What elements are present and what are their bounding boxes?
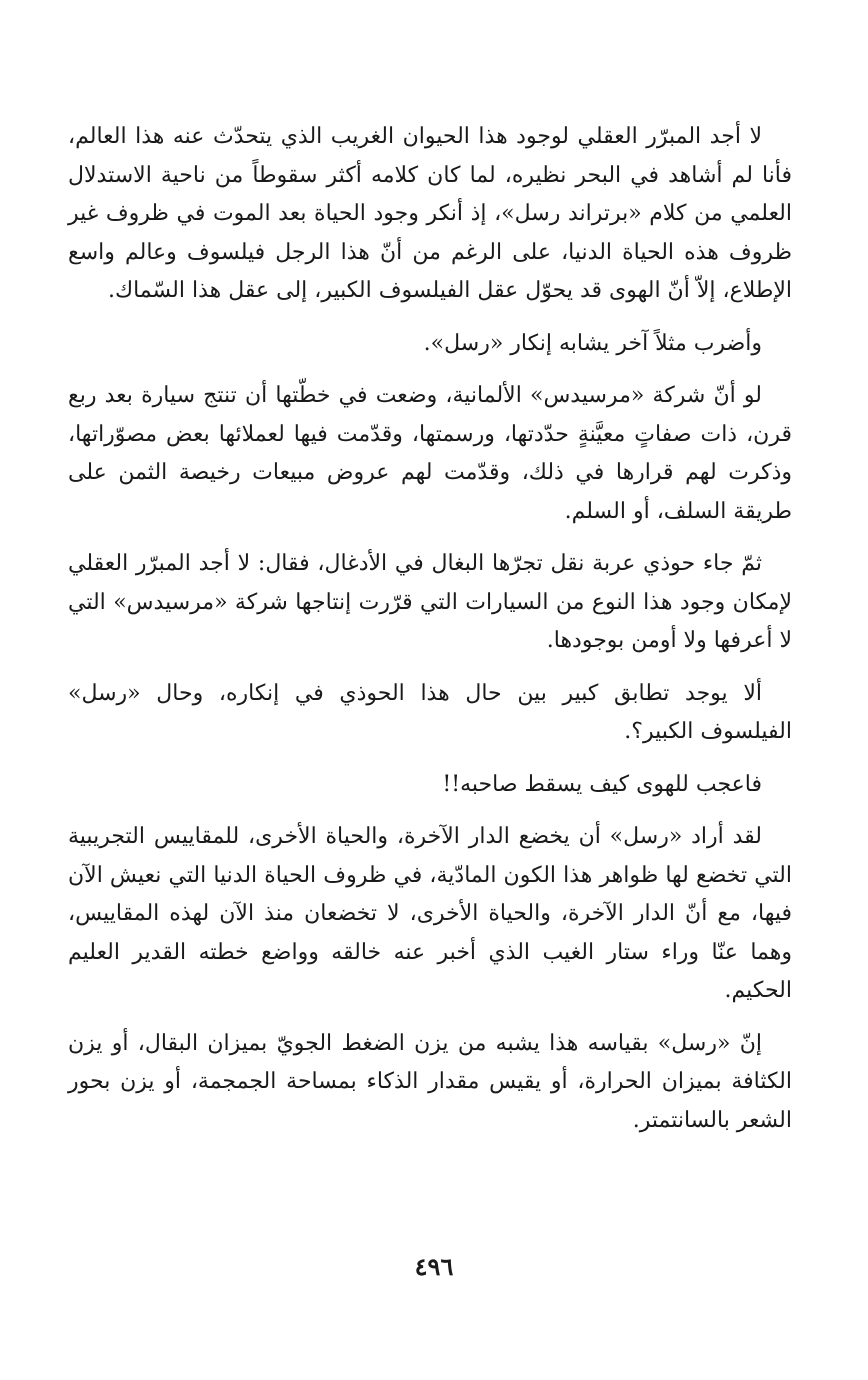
page-body <box>68 118 792 1154</box>
page-number: ٤٩٦ <box>414 1252 454 1281</box>
paragraph-1: لا أجد المبرّر العقلي لوجود هذا الحيوان الغريب الذي يتحدّث عنه هذا العالم، فأنا لم أشاهد في البحر نظيره، لما كان كلامه أكثر سقوطاً من ناحية الاستدلال العلمي من كلام «برتراند رسل»، إذ أنكر وجود الحياة بعد الموت في ظروف غير ظروف هذه الحياة الدنيا، على الرغم من أنّ هذا الرجل فيلسوف وعالم واسع الإطلاع، إلاّ أنّ الهوى قد يحوّل عقل الفيلسوف الكبير، إلى عقل هذا السّماك. <box>68 124 792 303</box>
paragraph-6: فاعجب للهوى كيف يسقط صاحبه!! <box>442 771 762 797</box>
paragraph-2: وأضرب مثلاً آخر يشابه إنكار «رسل». <box>423 330 762 356</box>
paragraph-7: لقد أراد «رسل» أن يخضع الدار الآخرة، والحياة الأخرى، للمقاييس التجريبية التي تخضع لها ظواهر هذا الكون المادّية، في ظروف الحياة الدنيا التي نعيش الآن فيها، مع أنّ الدار الآخرة، والحياة الأخرى، لا تخضعان منذ الآن لهذه المقاييس، وهما عنّا وراء ستار الغيب الذي أخبر عنه خالقه وواضع خطته القدير العليم الحكيم. <box>68 824 793 1003</box>
paragraph-3: لو أنّ شركة «مرسيدس» الألمانية، وضعت في خطّتها أن تنتج سيارة بعد ربع قرن، ذات صفاتٍ معيَّنةٍ حدّدتها، ورسمتها، وقدّمت فيها لعملائها بعض مصوّراتها، وذكرت لهم قرارها في ذلك، وقدّمت لهم عروض مبيعات رخيصة الثمن على طريقة السلف، أو السلم. <box>68 383 792 524</box>
paragraph-4: ثمّ جاء حوذي عربة نقل تجرّها البغال في الأدغال، فقال: لا أجد المبرّر العقلي لإمكان وجود هذا النوع من السيارات التي قرّرت إنتاجها شركة «مرسيدس» التي لا أعرفها ولا أومن بوجودها. <box>68 551 792 653</box>
paragraph-8: إنّ «رسل» بقياسه هذا يشبه من يزن الضغط الجويّ بميزان البقال، أو يزن الكثافة بميزان الحرارة، أو يقيس مقدار الذكاء بمساحة الجمجمة، أو يزن بحور الشعر بالسانتمتر. <box>68 1030 792 1133</box>
paragraph-5: ألا يوجد تطابق كبير بين حال هذا الحوذي في إنكاره، وحال «رسل» الفيلسوف الكبير؟. <box>68 680 792 744</box>
